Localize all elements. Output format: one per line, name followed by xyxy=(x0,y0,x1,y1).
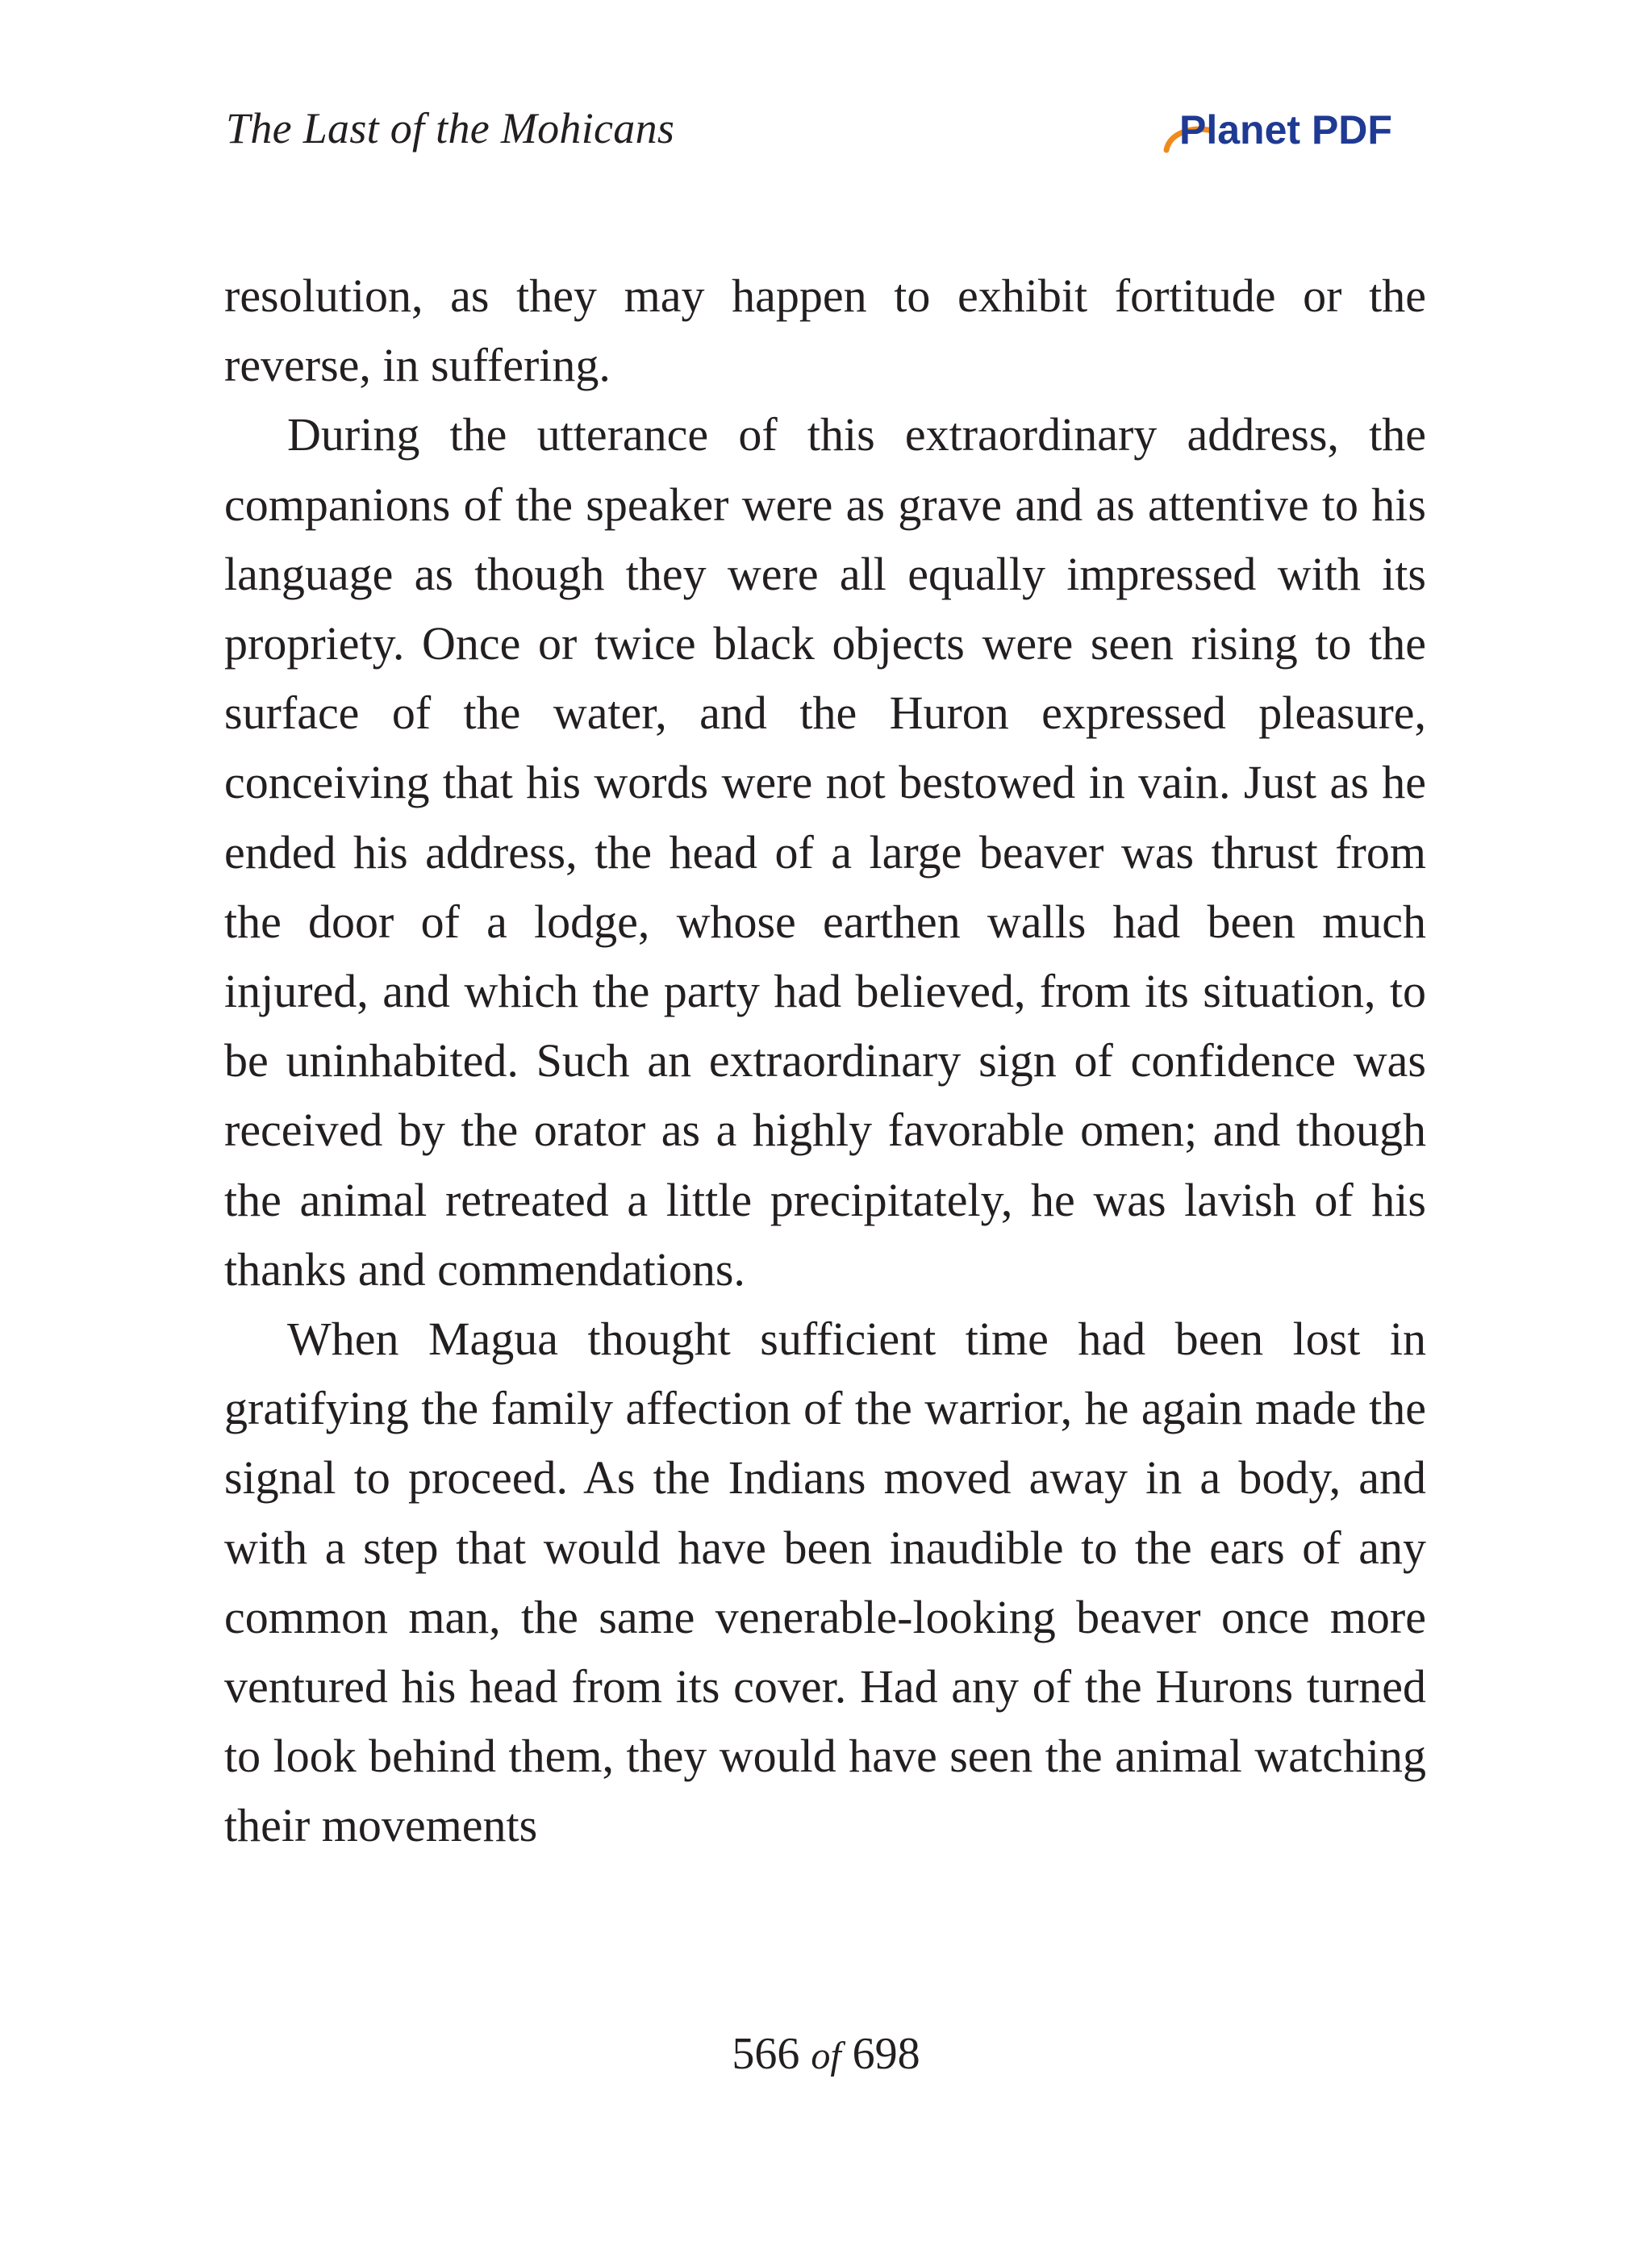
paragraph-continued: resolution, as they may happen to exhibit fortitude or the reverse, in suffering. xyxy=(224,269,1426,392)
page-number xyxy=(0,2031,1652,2077)
paragraph: During the utterance of this extraordinary address, the companions of the speaker were as grave and as attentive to his language as though they were all equally impressed with its propriety. Once or twice black objects were seen rising to the surface of the water, and the Huron expressed pleasure, conceiving that his words were not bestowed in vain. Just as he ended his address, the head of a large beaver was thrust from the door of a lodge, whose earthen walls had been much injured, and which the party had believed, from its situation, to be uninhabited. Such an extraordinary sign of confidence was received by the orator as a highly favorable omen; and though the animal retreated a little precipitately, he was lavish of his thanks and commendations. xyxy=(224,408,1426,1296)
current-page-number: 566 xyxy=(732,2029,800,2079)
paragraph: When Magua thought sufficient time had been lost in gratifying the family affection of the warrior, he again made the signal to proceed. As the Indians moved away in a body, and with a step that would have been inaudible to the ears of any common man, the same venerable-looking beaver once more ventured his head from its cover. Had any of the Hurons turned to look behind them, they would have seen the animal watching their movements xyxy=(224,1313,1426,1852)
logo-text: Planet PDF xyxy=(1179,107,1392,152)
planet-pdf-logo-graphic xyxy=(1162,103,1428,168)
total-pages-number: 698 xyxy=(852,2029,920,2079)
planet-pdf-logo xyxy=(1162,103,1428,168)
body-text xyxy=(224,261,1426,1861)
running-title: The Last of the Mohicans xyxy=(226,104,675,152)
page-of-label: of xyxy=(811,2035,841,2077)
